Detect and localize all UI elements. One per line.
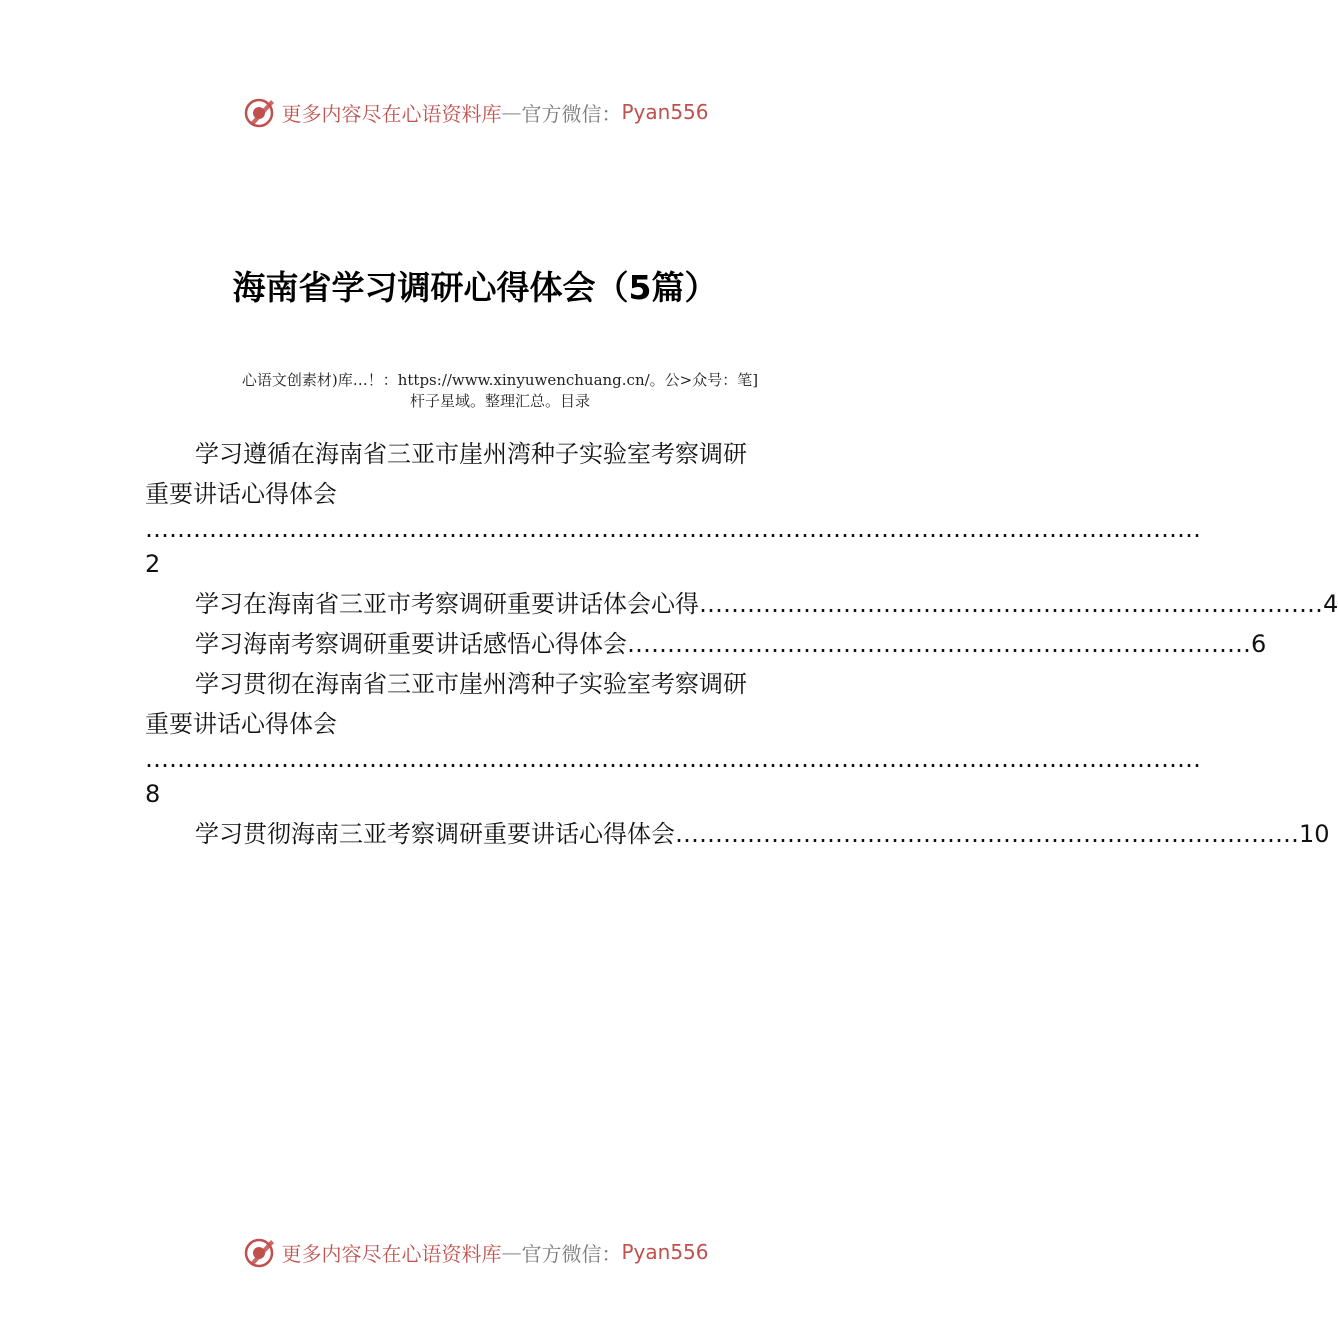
source-line-2: 杆子星域。整理汇总。目录: [409, 392, 590, 410]
toc-page-number: 10: [1299, 820, 1330, 848]
toc-entry-text-continued: 重要讲话心得体会: [145, 480, 337, 508]
banner-separator: —: [501, 1240, 522, 1264]
toc-dot-leader: ……………………………………………………………………………………………………………………: [145, 745, 1201, 773]
table-of-contents: [145, 434, 1338, 854]
toc-dot-leader: ……………………………………………………………………: [627, 630, 1251, 658]
toc-entry-1[interactable]: [145, 434, 1201, 584]
banner-text: 更多内容尽在心语资料库: [281, 101, 502, 126]
toc-entry-4[interactable]: [145, 664, 1201, 814]
toc-page-number: 4: [1323, 590, 1338, 618]
banner-wechat-id: Pyan556: [621, 1240, 709, 1264]
toc-page-number: 2: [145, 550, 161, 578]
toc-entry-text-continued: 重要讲话心得体会: [145, 710, 337, 738]
banner-wechat-id: Pyan556: [621, 100, 709, 124]
toc-entry-3[interactable]: [145, 624, 1267, 664]
toc-entry-5[interactable]: [145, 814, 1330, 854]
toc-entry-text: 学习贯彻在海南省三亚市崖州湾种子实验室考察调研: [195, 670, 747, 698]
toc-entry-text: 学习贯彻海南三亚考察调研重要讲话心得体会: [195, 820, 675, 848]
source-note: [0, 370, 1000, 412]
banner-separator: —: [501, 100, 522, 124]
banner-wechat-label: 官方微信：: [521, 1241, 622, 1266]
toc-dot-leader: ……………………………………………………………………: [675, 820, 1299, 848]
toc-dot-leader: ……………………………………………………………………: [699, 590, 1323, 618]
toc-entry-2[interactable]: [145, 584, 1338, 624]
toc-entry-text: 学习海南考察调研重要讲话感悟心得体会: [195, 630, 627, 658]
source-line-1: 心语文创素材)库…！：https://www.xinyuwenchuang.cn/。公>众号：笔]: [241, 371, 759, 389]
document-title: 海南省学习调研心得体会（5篇）: [232, 268, 718, 307]
pen-circle-icon: [241, 1234, 277, 1270]
toc-page-number: 8: [145, 780, 161, 808]
banner-text: 更多内容尽在心语资料库: [281, 1241, 502, 1266]
banner-wechat-label: 官方微信：: [521, 101, 622, 126]
toc-dot-leader: ……………………………………………………………………………………………………………………: [145, 515, 1201, 543]
pen-circle-icon: [241, 94, 277, 130]
toc-entry-text: 学习遵循在海南省三亚市崖州湾种子实验室考察调研: [195, 440, 747, 468]
footer-banner: [0, 1232, 950, 1272]
toc-page-number: 6: [1251, 630, 1267, 658]
toc-entry-text: 学习在海南省三亚市考察调研重要讲话体会心得: [195, 590, 699, 618]
header-banner: [0, 92, 950, 132]
